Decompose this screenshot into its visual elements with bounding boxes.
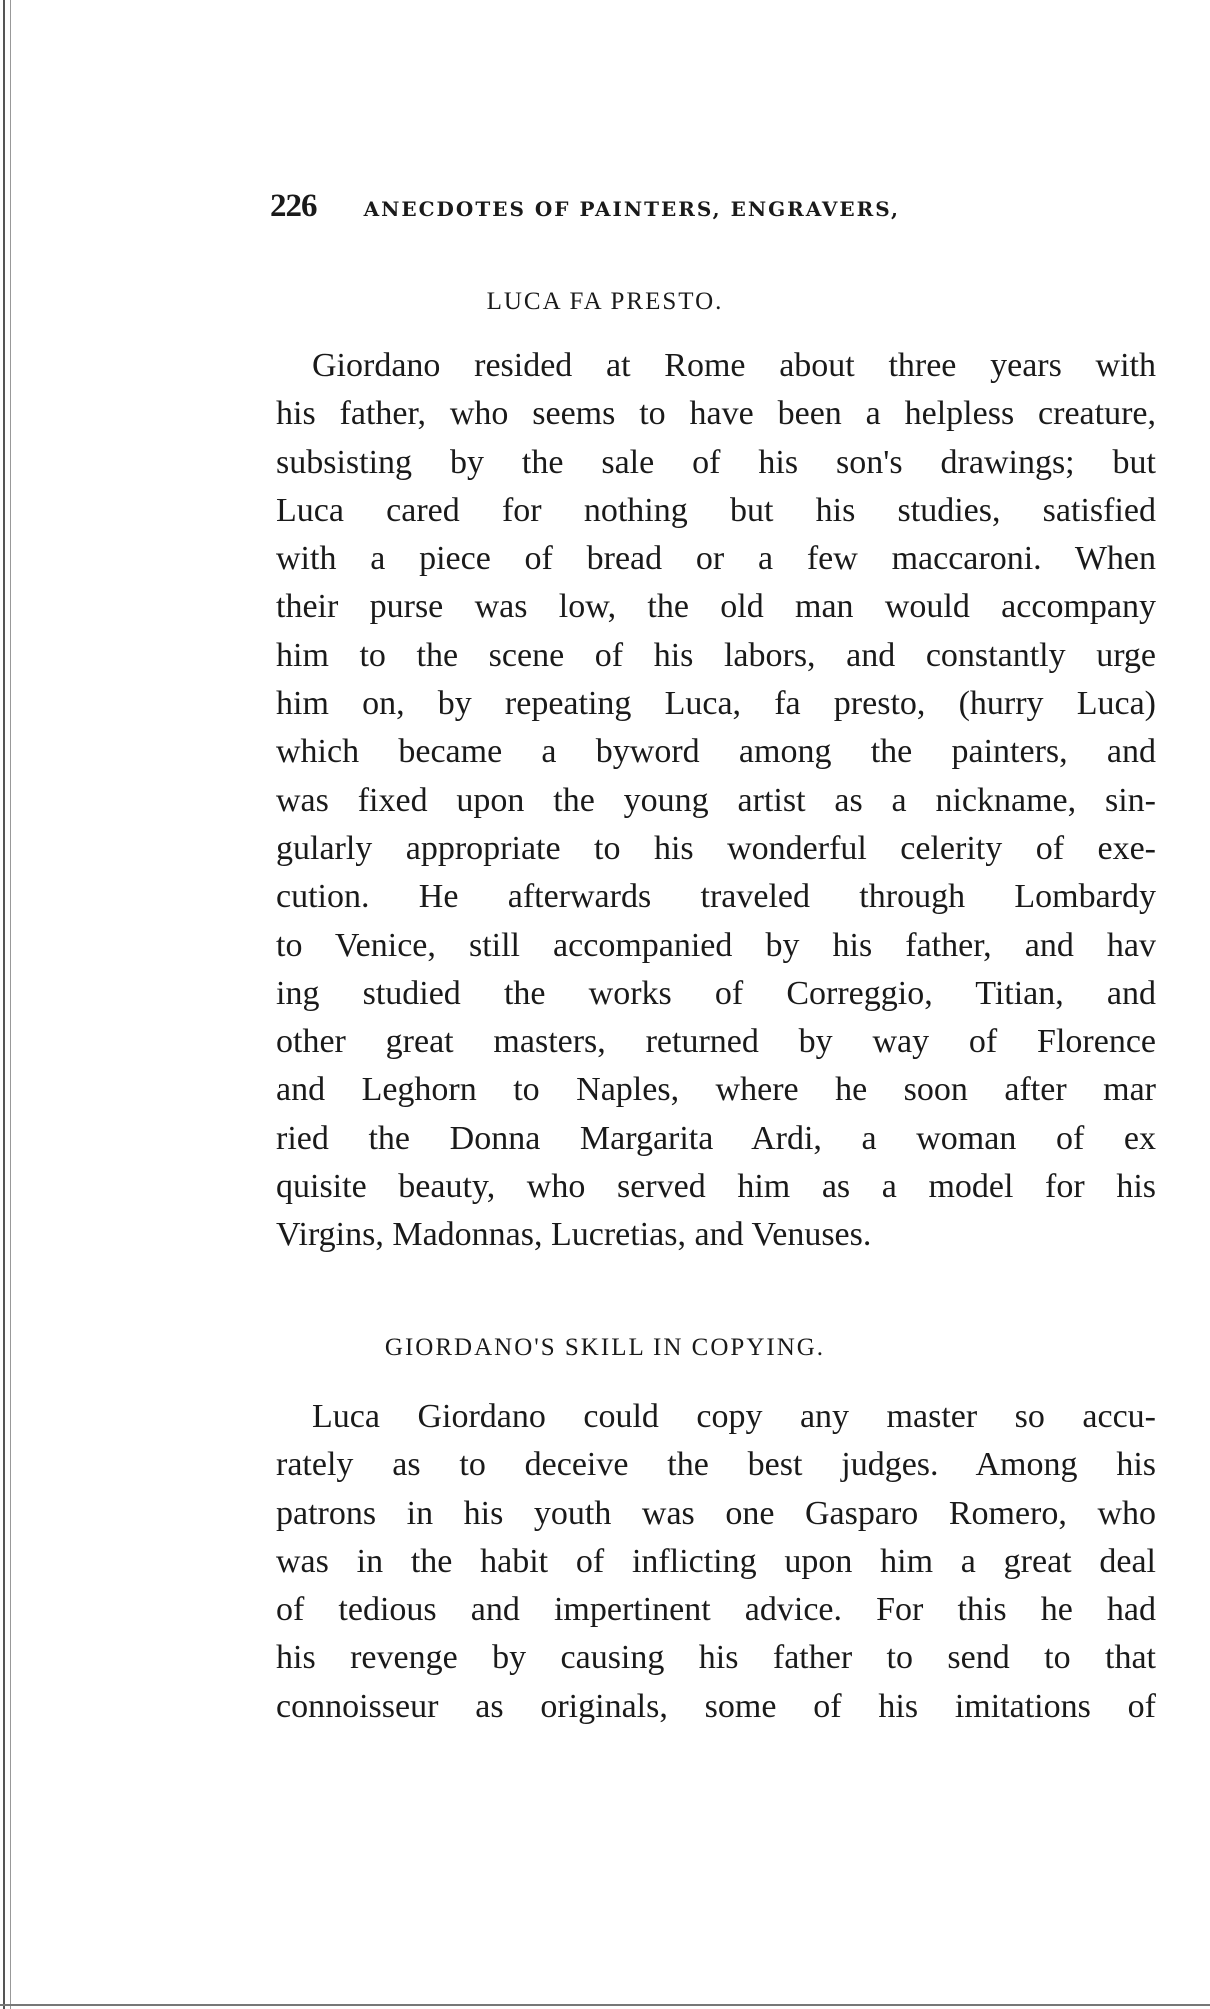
running-header [270,188,1150,225]
text-line: of tedious and impertinent advice. For this he had [276,1591,1156,1629]
text-line: him on, by repeating Luca, fa presto, (hurry Luca) [276,685,1156,723]
section-body [276,1393,1156,1731]
text-line: patrons in his youth was one Gasparo Romero, who [276,1494,1156,1532]
text-line: with a piece of bread or a few maccaroni. When [276,540,1156,578]
section-title: GIORDANO'S SKILL IN COPYING. [384,1334,826,1361]
text-line: and Leghorn to Naples, where he soon after mar [276,1071,1156,1109]
text-line: Virgins, Madonnas, Lucretias, and Venuses. [276,1216,872,1254]
section-body [276,342,1156,1260]
text-line: his revenge by causing his father to send to that [276,1639,1156,1677]
running-title: ANECDOTES OF PAINTERS, ENGRAVERS, [363,197,900,221]
text-line: Luca cared for nothing but his studies, satisfied [276,491,1156,529]
page-number: 226 [270,188,317,224]
text-line: other great masters, returned by way of Florence [276,1023,1156,1061]
text-line: his father, who seems to have been a helpless creature, [276,395,1156,433]
text-line: ing studied the works of Correggio, Titian, and [276,974,1156,1012]
text-line: was in the habit of inflicting upon him a great deal [276,1542,1156,1580]
text-line: was fixed upon the young artist as a nickname, sin- [276,781,1156,819]
text-line: connoisseur as originals, some of his imitations of [276,1687,1156,1725]
text-line: gularly appropriate to his wonderful celerity of exe- [276,829,1156,867]
text-line: to Venice, still accompanied by his father, and hav [276,926,1156,964]
text-line: Luca Giordano could copy any master so accu- [312,1398,1156,1435]
text-line: him to the scene of his labors, and constantly urge [276,636,1156,674]
text-line: which became a byword among the painters, and [276,733,1156,771]
text-line: subsisting by the sale of his son's drawings; but [276,443,1156,481]
section-title: LUCA FA PRESTO. [486,288,724,315]
text-line: their purse was low, the old man would accompany [276,588,1156,626]
text-line: ried the Donna Margarita Ardi, a woman of ex [276,1119,1156,1157]
page-bottom-edge [0,2004,1210,2006]
text-line: quisite beauty, who served him as a model for his [276,1168,1156,1206]
text-line: rately as to deceive the best judges. Among his [276,1446,1156,1484]
text-line: cution. He afterwards traveled through Lombardy [276,878,1156,916]
text-line: Giordano resided at Rome about three years with [312,347,1156,384]
